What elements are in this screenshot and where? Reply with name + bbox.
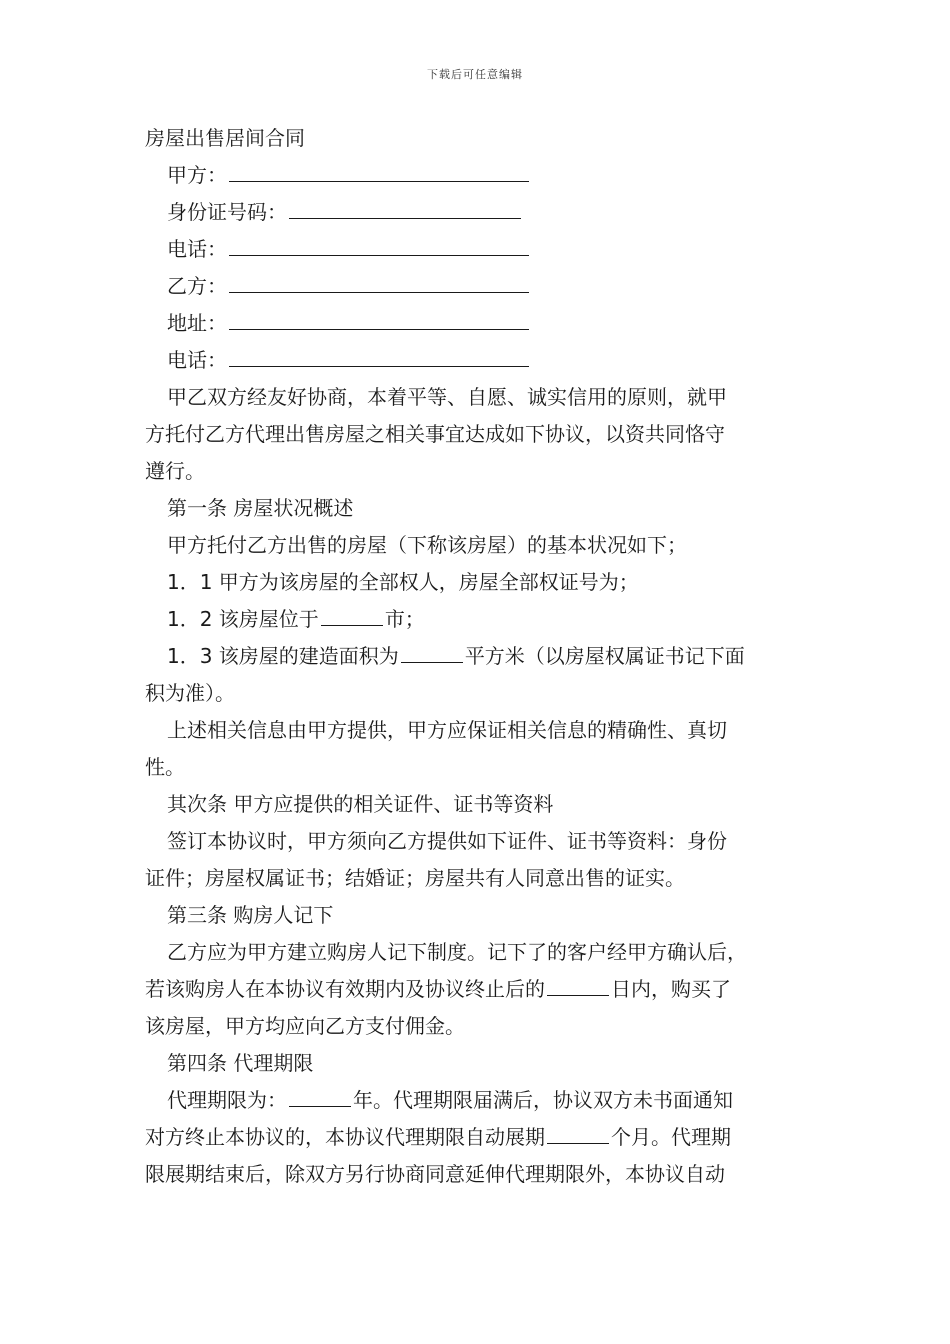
intro-line: 甲乙双方经友好协商，本着平等、自愿、诚实信用的原则，就甲 <box>167 385 727 409</box>
field-label: 电话： <box>167 237 227 261</box>
article-4-line <box>145 1119 815 1156</box>
text-segment: 个月。代理期 <box>611 1125 731 1149</box>
article-3-line: 该房屋，甲方均应向乙方支付佣金。 <box>145 1014 465 1038</box>
field-phone-a <box>145 231 815 268</box>
text-segment: 市； <box>384 607 425 631</box>
field-party-a <box>145 157 815 194</box>
article-3-line <box>145 971 815 1008</box>
document-title: 房屋出售居间合同 <box>145 126 305 150</box>
article-4-line <box>145 1082 815 1119</box>
article-1-item-3 <box>145 638 815 675</box>
field-label: 电话： <box>167 348 227 372</box>
text-segment: 平方米（以房屋权属证书记下面 <box>464 644 745 668</box>
text-segment: 日内，购买了 <box>611 977 731 1001</box>
fill-blank <box>547 1123 609 1144</box>
fill-blank <box>229 272 529 293</box>
fill-blank <box>289 1086 351 1107</box>
intro-line: 遵行。 <box>145 459 205 483</box>
fill-blank <box>401 642 463 663</box>
article-2-line: 签订本协议时，甲方须向乙方提供如下证件、证书等资料：身份 <box>167 829 727 853</box>
article-2-line: 证件；房屋权属证书；结婚证；房屋共有人同意出售的证实。 <box>145 866 685 890</box>
field-label: 身份证号码： <box>167 200 287 224</box>
fill-blank <box>229 161 529 182</box>
article-1-heading: 第一条 房屋状况概述 <box>167 496 354 520</box>
article-3-heading: 第三条 购房人记下 <box>167 903 334 927</box>
article-1-item-3-cont: 积为准）。 <box>145 681 235 705</box>
field-address <box>145 305 815 342</box>
text-segment: 1．3 该房屋的建造面积为 <box>167 644 399 668</box>
fill-blank <box>547 975 609 996</box>
intro-line: 方托付乙方代理出售房屋之相关事宜达成如下协议，以资共同恪守 <box>145 422 725 446</box>
article-2-heading: 其次条 甲方应提供的相关证件、证书等资料 <box>167 792 554 816</box>
article-1-note: 上述相关信息由甲方提供，甲方应保证相关信息的精确性、真切 <box>167 718 727 742</box>
article-1-lead: 甲方托付乙方出售的房屋（下称该房屋）的基本状况如下； <box>167 533 687 557</box>
article-3-line: 乙方应为甲方建立购房人记下制度。记下了的客户经甲方确认后， <box>167 940 747 964</box>
header-note: 下载后可任意编辑 <box>427 68 523 81</box>
text-segment: 1．2 该房屋位于 <box>167 607 319 631</box>
text-segment: 若该购房人在本协议有效期内及协议终止后的 <box>145 977 545 1001</box>
field-label: 乙方： <box>167 274 227 298</box>
fill-blank <box>229 235 529 256</box>
document-body <box>145 120 815 1193</box>
article-1-note: 性。 <box>145 755 185 779</box>
article-4-line: 限展期结束后，除双方另行协商同意延伸代理期限外，本协议自动 <box>145 1162 725 1186</box>
field-party-b <box>145 268 815 305</box>
text-segment: 年。代理期限届满后，协议双方未书面通知 <box>353 1088 733 1112</box>
fill-blank <box>229 346 529 367</box>
field-label: 甲方： <box>167 163 227 187</box>
article-1-item-2 <box>145 601 815 638</box>
article-1-item-1: 1．1 甲方为该房屋的全部权人，房屋全部权证号为； <box>167 570 639 594</box>
field-phone-b <box>145 342 815 379</box>
field-id-number <box>145 194 815 231</box>
text-segment: 对方终止本协议的，本协议代理期限自动展期 <box>145 1125 545 1149</box>
article-4-heading: 第四条 代理期限 <box>167 1051 314 1075</box>
fill-blank <box>289 198 521 219</box>
field-label: 地址： <box>167 311 227 335</box>
text-segment: 代理期限为： <box>167 1088 287 1112</box>
fill-blank <box>229 309 529 330</box>
fill-blank <box>321 605 383 626</box>
